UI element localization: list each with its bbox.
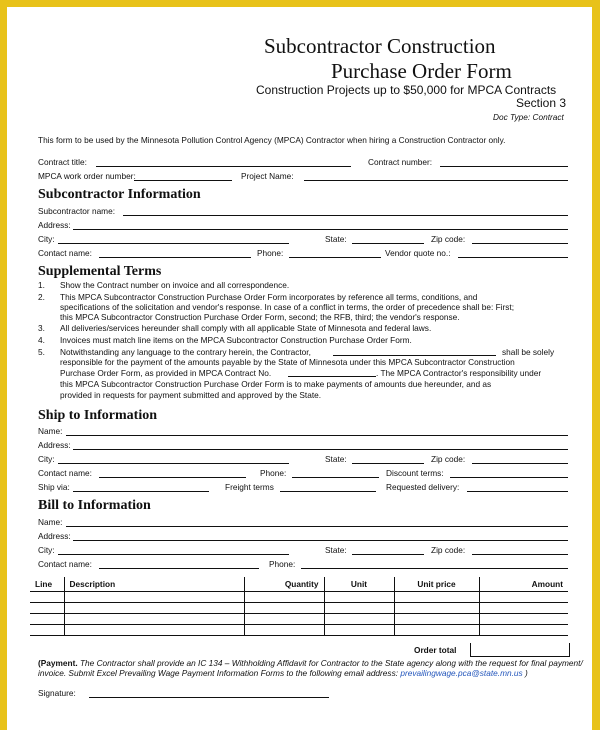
vendor-quote-label: Vendor quote no.: bbox=[385, 248, 451, 258]
bill-address-label: Address: bbox=[38, 531, 71, 541]
sub-name-field[interactable] bbox=[123, 215, 568, 216]
discount-terms-field[interactable] bbox=[450, 477, 568, 478]
ship-state-label: State: bbox=[325, 454, 347, 464]
payment-label: (Payment. bbox=[38, 658, 78, 668]
cell[interactable] bbox=[324, 603, 394, 614]
cell[interactable] bbox=[479, 603, 568, 614]
ship-via-label: Ship via: bbox=[38, 482, 70, 492]
ship-city-label: City: bbox=[38, 454, 55, 464]
work-order-field[interactable] bbox=[134, 180, 232, 181]
term-4-number: 4. bbox=[38, 335, 45, 345]
ship-via-field[interactable] bbox=[73, 491, 209, 492]
cell[interactable] bbox=[30, 614, 64, 625]
sub-name-label: Subcontractor name: bbox=[38, 206, 116, 216]
payment-line2-a: invoice. Submit bbox=[38, 668, 97, 678]
bill-address-field[interactable] bbox=[73, 540, 568, 541]
signature-field[interactable] bbox=[89, 697, 329, 698]
sub-address-field[interactable] bbox=[73, 229, 568, 230]
cell[interactable] bbox=[64, 592, 244, 603]
bill-zip-field[interactable] bbox=[472, 554, 568, 555]
ship-zip-label: Zip code: bbox=[431, 454, 466, 464]
ship-contact-field[interactable] bbox=[99, 477, 246, 478]
term-5-solely: shall be solely bbox=[502, 347, 555, 357]
payment-text-1: The Contractor shall provide an bbox=[77, 658, 199, 668]
bill-name-label: Name: bbox=[38, 517, 63, 527]
col-amount: Amount bbox=[479, 577, 568, 592]
term-2-number: 2. bbox=[38, 292, 45, 302]
sub-contact-label: Contact name: bbox=[38, 248, 92, 258]
ship-heading: Ship to Information bbox=[38, 408, 158, 423]
project-name-field[interactable] bbox=[304, 180, 568, 181]
term-5-text-5: provided in requests for payment submitted and approved by the State. bbox=[60, 390, 322, 400]
table-row bbox=[30, 592, 568, 603]
freight-terms-field[interactable] bbox=[280, 491, 376, 492]
cell[interactable] bbox=[479, 592, 568, 603]
col-quantity: Quantity bbox=[244, 577, 324, 592]
term-2-text-2: specifications of the solicitation and vendor's response. In case of a conflict in terms, the order of precedence shall be: First; bbox=[60, 302, 514, 312]
ship-address-label: Address: bbox=[38, 440, 71, 450]
line-items-table bbox=[30, 577, 568, 636]
cell[interactable] bbox=[394, 603, 479, 614]
cell[interactable] bbox=[324, 625, 394, 636]
section-label: Section 3 bbox=[516, 96, 567, 110]
cell[interactable] bbox=[30, 625, 64, 636]
ic-134-form: IC 134 – Withholding Affidavit for Contractor bbox=[198, 658, 360, 668]
ship-contact-label: Contact name: bbox=[38, 468, 92, 478]
term-5-text-4: this MPCA Subcontractor Construction Purchase Order Form is to make payments of amounts due hereunder, and as bbox=[60, 379, 492, 389]
term-1-text: Show the Contract number on invoice and all correspondence. bbox=[60, 280, 290, 290]
payment-line2-c: to the following email address: bbox=[284, 668, 401, 678]
payment-note-line-2 bbox=[38, 668, 528, 678]
ship-name-field[interactable] bbox=[66, 435, 568, 436]
bill-heading: Bill to Information bbox=[38, 498, 151, 513]
requested-delivery-label: Requested delivery: bbox=[386, 482, 460, 492]
ship-name-label: Name: bbox=[38, 426, 63, 436]
mpca-contract-no-field[interactable] bbox=[288, 376, 376, 377]
ship-phone-label: Phone: bbox=[260, 468, 287, 478]
term-4-text: Invoices must match line items on the MPCA Subcontractor Construction Purchase Order Form. bbox=[60, 335, 412, 345]
bill-contact-field[interactable] bbox=[99, 568, 259, 569]
freight-terms-label: Freight terms bbox=[225, 482, 274, 492]
bill-state-field[interactable] bbox=[352, 554, 424, 555]
vendor-quote-field[interactable] bbox=[458, 257, 568, 258]
payment-note-line-1 bbox=[38, 658, 583, 668]
cell[interactable] bbox=[479, 625, 568, 636]
sub-city-label: City: bbox=[38, 234, 55, 244]
cell[interactable] bbox=[30, 603, 64, 614]
ship-address-field[interactable] bbox=[73, 449, 568, 450]
discount-terms-label: Discount terms: bbox=[386, 468, 444, 478]
requested-delivery-field[interactable] bbox=[467, 491, 568, 492]
term-3-text: All deliveries/services hereunder shall comply with all applicable State of Minnesota and federal laws. bbox=[60, 323, 432, 333]
title-line-2: Purchase Order Form bbox=[331, 59, 512, 83]
term-5-number: 5. bbox=[38, 347, 45, 357]
bill-name-field[interactable] bbox=[66, 526, 568, 527]
contract-number-field[interactable] bbox=[440, 166, 568, 167]
bill-phone-field[interactable] bbox=[301, 568, 568, 569]
bill-state-label: State: bbox=[325, 545, 347, 555]
ship-city-field[interactable] bbox=[58, 463, 289, 464]
doc-type: Doc Type: Contract bbox=[493, 112, 564, 122]
cell[interactable] bbox=[244, 592, 324, 603]
prevailing-wage-forms: Excel Prevailing Wage Payment Information Forms bbox=[96, 668, 285, 678]
bill-city-label: City: bbox=[38, 545, 55, 555]
signature-label: Signature: bbox=[38, 688, 76, 698]
sub-phone-label: Phone: bbox=[257, 248, 284, 258]
term-2-text-3: this MPCA Subcontractor Construction Purchase Order Form, second; the RFB, third; the vendor's response. bbox=[60, 312, 460, 322]
email-link[interactable]: prevailingwage.pca@state.mn.us bbox=[400, 668, 523, 678]
ship-state-field[interactable] bbox=[352, 463, 424, 464]
cell[interactable] bbox=[394, 614, 479, 625]
contract-number-label: Contract number: bbox=[368, 157, 433, 167]
title-line-1: Subcontractor Construction bbox=[264, 34, 496, 58]
term-3-number: 3. bbox=[38, 323, 45, 333]
work-order-label: MPCA work order number: bbox=[38, 171, 136, 181]
cell[interactable] bbox=[64, 603, 244, 614]
cell[interactable] bbox=[244, 603, 324, 614]
form-page bbox=[7, 7, 592, 730]
table-row bbox=[30, 625, 568, 636]
payment-text-2: to the State agency along with the request for final payment/ bbox=[359, 658, 583, 668]
term-5-text-2: responsible for the payment of the amounts payable by the State of Minnesota under this MPCA Subcontractor Construction bbox=[60, 357, 515, 367]
col-unit: Unit bbox=[324, 577, 394, 592]
table-row bbox=[30, 603, 568, 614]
col-description: Description bbox=[64, 577, 244, 592]
sub-contact-field[interactable] bbox=[99, 257, 251, 258]
bill-phone-label: Phone: bbox=[269, 559, 296, 569]
subcontractor-heading: Subcontractor Information bbox=[38, 187, 201, 202]
cell[interactable] bbox=[244, 614, 324, 625]
project-name-label: Project Name: bbox=[241, 171, 294, 181]
payment-close: ) bbox=[522, 668, 528, 678]
term-5-responsibility: . The MPCA Contractor's responsibility under bbox=[376, 368, 542, 378]
bill-contact-label: Contact name: bbox=[38, 559, 92, 569]
sub-zip-field[interactable] bbox=[472, 243, 568, 244]
table-header-row bbox=[30, 577, 568, 592]
bill-zip-label: Zip code: bbox=[431, 545, 466, 555]
sub-state-label: State: bbox=[325, 234, 347, 244]
term-5-text-1: Notwithstanding any language to the contrary herein, the Contractor, bbox=[60, 347, 311, 357]
term-5-text-3: Purchase Order Form, as provided in MPCA Contract No. bbox=[60, 368, 272, 378]
cell[interactable] bbox=[244, 625, 324, 636]
sub-zip-label: Zip code: bbox=[431, 234, 466, 244]
terms-heading: Supplemental Terms bbox=[38, 264, 162, 279]
sub-address-label: Address: bbox=[38, 220, 71, 230]
contract-title-field[interactable] bbox=[96, 166, 351, 167]
intro-text: This form to be used by the Minnesota Pollution Control Agency (MPCA) Contractor when hiring a Construction Contractor only. bbox=[38, 135, 506, 145]
cell[interactable] bbox=[324, 592, 394, 603]
col-unit-price: Unit price bbox=[394, 577, 479, 592]
subtitle: Construction Projects up to $50,000 for MPCA Contracts bbox=[256, 83, 557, 97]
ship-zip-field[interactable] bbox=[472, 463, 568, 464]
order-total-field[interactable] bbox=[470, 643, 570, 657]
col-line: Line bbox=[30, 577, 64, 592]
cell[interactable] bbox=[64, 625, 244, 636]
table-row bbox=[30, 614, 568, 625]
ship-phone-field[interactable] bbox=[292, 477, 379, 478]
cell[interactable] bbox=[394, 625, 479, 636]
cell[interactable] bbox=[30, 592, 64, 603]
sub-phone-field[interactable] bbox=[289, 257, 381, 258]
sub-city-field[interactable] bbox=[58, 243, 289, 244]
sub-state-field[interactable] bbox=[352, 243, 424, 244]
term-2-text-1: This MPCA Subcontractor Construction Purchase Order Form incorporates by reference all terms, conditions, and bbox=[60, 292, 478, 302]
cell[interactable] bbox=[394, 592, 479, 603]
cell[interactable] bbox=[64, 614, 244, 625]
bill-city-field[interactable] bbox=[58, 554, 289, 555]
cell[interactable] bbox=[479, 614, 568, 625]
cell[interactable] bbox=[324, 614, 394, 625]
contract-title-label: Contract title: bbox=[38, 157, 87, 167]
order-total-label: Order total bbox=[414, 645, 457, 655]
term-1-number: 1. bbox=[38, 280, 45, 290]
contractor-name-field[interactable] bbox=[333, 355, 496, 356]
